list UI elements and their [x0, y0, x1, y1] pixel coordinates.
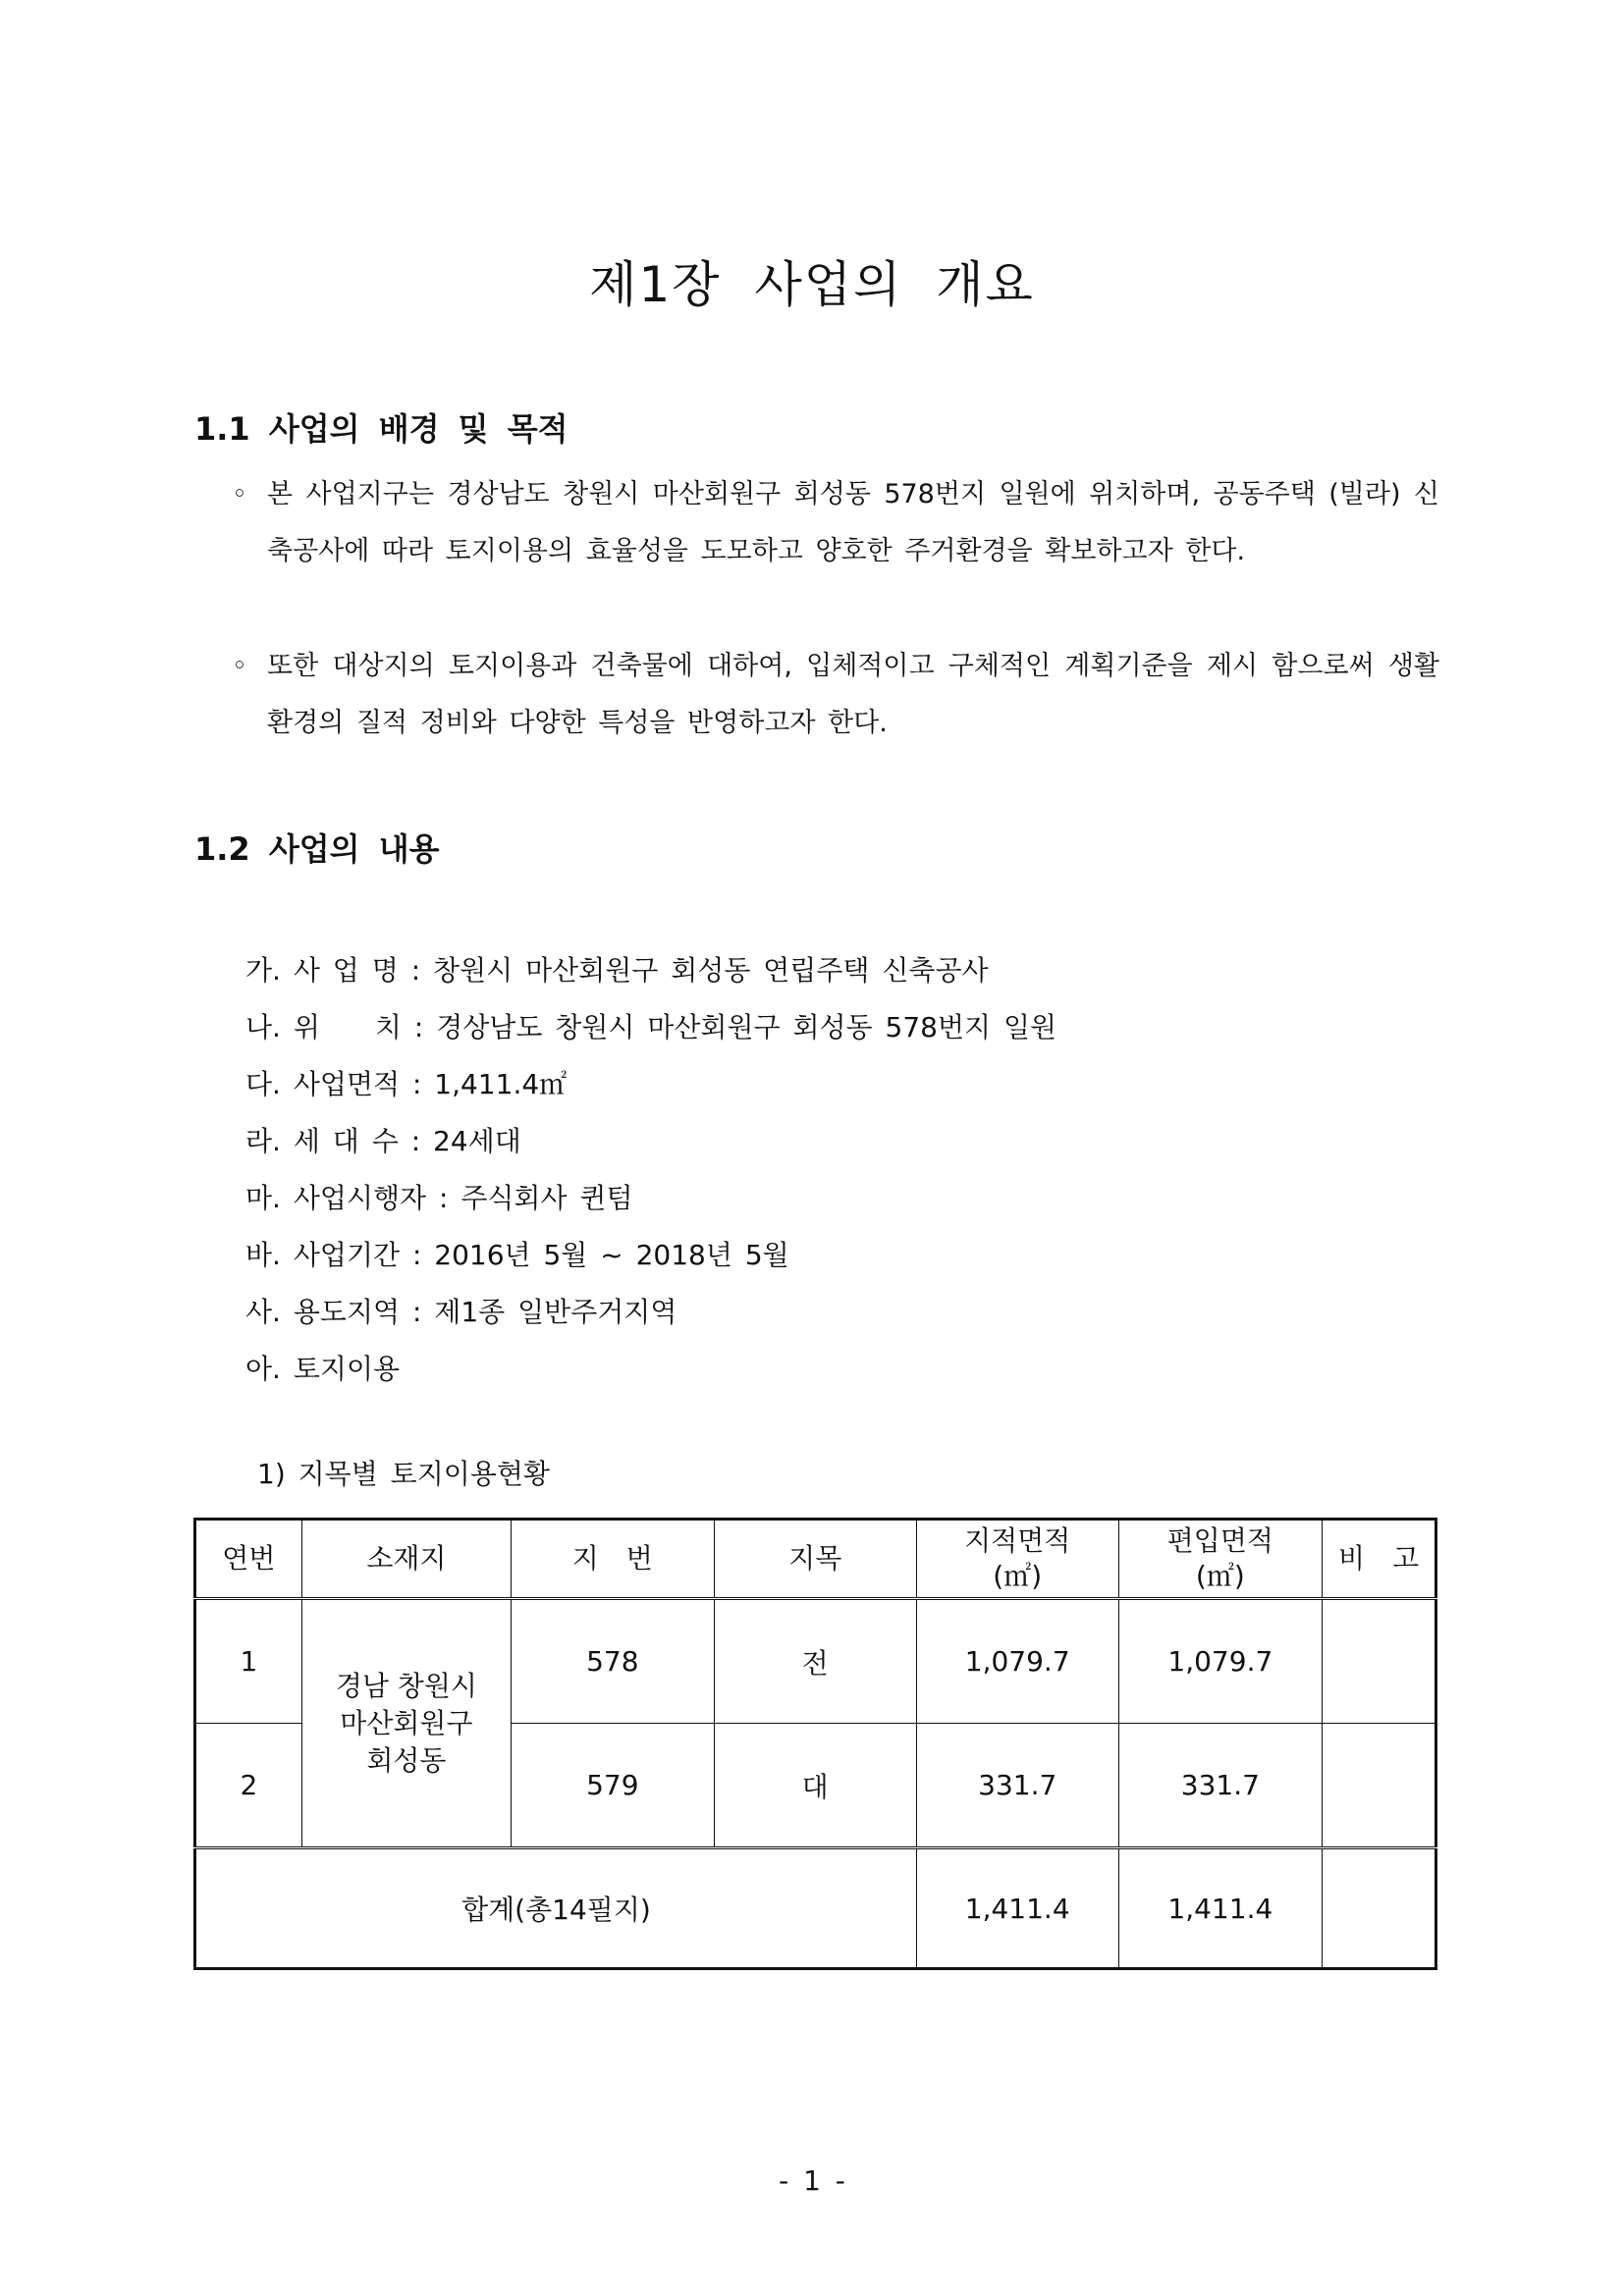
- detail-label: 다. 사업면적 :: [245, 1068, 435, 1100]
- detail-value: 창원시 마산회원구 회성동 연립주택 신축공사: [433, 954, 989, 987]
- header-location: 소재지: [301, 1520, 511, 1599]
- header-no: 연번: [195, 1520, 302, 1599]
- chapter-title: 제1장 사업의 개요: [589, 256, 1035, 313]
- detail-value: 2016년 5월 ~ 2018년 5월: [434, 1239, 789, 1271]
- detail-item-location: [245, 999, 1056, 1056]
- bullet-paragraph-1: [232, 466, 1439, 580]
- cell-cadastral-area: 1,079.7: [916, 1599, 1118, 1724]
- cell-category: 대: [714, 1724, 916, 1848]
- cell-included-area: 1,079.7: [1118, 1599, 1323, 1724]
- cell-remarks: [1323, 1724, 1436, 1848]
- cell-remarks: [1323, 1599, 1436, 1724]
- cell-total-remarks: [1323, 1848, 1436, 1969]
- project-details-list: [245, 942, 1056, 1398]
- cell-total-cadastral-area: 1,411.4: [916, 1848, 1118, 1969]
- cell-location: [301, 1599, 511, 1848]
- table-total-row: [195, 1848, 1436, 1969]
- cell-lot: 578: [512, 1599, 714, 1724]
- header-included-unit: (㎡): [1195, 1560, 1245, 1592]
- detail-label: 라. 세 대 수 :: [245, 1125, 434, 1157]
- detail-label: 아. 토지이용: [245, 1353, 401, 1385]
- detail-label: 마. 사업시행자 :: [245, 1182, 461, 1214]
- header-lot: 지 번: [512, 1520, 714, 1599]
- detail-item-households: [245, 1113, 1056, 1170]
- bullet-paragraph-2: [232, 638, 1439, 752]
- detail-value: 1,411.4㎡: [434, 1068, 568, 1100]
- cell-lot: 579: [512, 1724, 714, 1848]
- detail-value: 주식회사 퀸텀: [460, 1182, 633, 1214]
- detail-item-area: [245, 1056, 1056, 1113]
- bullet-text: 본 사업지구는 경상남도 창원시 마산회원구 회성동 578번지 일원에 위치하며, 공동주택 (빌라) 신축공사에 따라 토지이용의 효율성을 도모하고 양호한 주거환경을 확보하고자 한다.: [267, 479, 1439, 566]
- detail-label: 사. 용도지역 :: [245, 1296, 435, 1328]
- table-header-row: [195, 1520, 1436, 1599]
- location-line: 마산회원구: [340, 1706, 473, 1739]
- bullet-text: 또한 대상지의 토지이용과 건축물에 대하여, 입체적이고 구체적인 계획기준을 제시 함으로써 생활환경의 질적 정비와 다양한 특성을 반영하고자 한다.: [267, 651, 1439, 738]
- location-line: 회성동: [366, 1743, 447, 1777]
- cell-no: 1: [195, 1599, 302, 1724]
- detail-label: 나. 위 치 :: [245, 1011, 437, 1043]
- location-line: 경남 창원시: [335, 1669, 477, 1702]
- detail-value: 경상남도 창원시 마산회원구 회성동 578번지 일원: [436, 1011, 1057, 1043]
- detail-value: 제1종 일반주거지역: [434, 1296, 677, 1328]
- section-heading-background: 1.1 사업의 배경 및 목적: [194, 410, 568, 448]
- cell-total-label: 합계(총14필지): [195, 1848, 917, 1969]
- table-caption: 1) 지목별 토지이용현황: [257, 1458, 550, 1490]
- detail-item-land-use: [245, 1341, 1056, 1398]
- header-included-label: 편입면적: [1166, 1524, 1273, 1557]
- land-use-table: [193, 1518, 1437, 1970]
- detail-label: 바. 사업기간 :: [245, 1239, 435, 1271]
- detail-label: 가. 사 업 명 :: [245, 954, 434, 987]
- header-cadastral-unit: (㎡): [993, 1560, 1043, 1592]
- detail-item-zoning: [245, 1284, 1056, 1341]
- table-row: [195, 1599, 1436, 1724]
- page-number: - 1 -: [779, 2164, 845, 2197]
- detail-value: 24세대: [433, 1125, 521, 1157]
- detail-item-developer: [245, 1170, 1056, 1227]
- cell-cadastral-area: 331.7: [916, 1724, 1118, 1848]
- header-cadastral-label: 지적면적: [964, 1524, 1071, 1557]
- detail-item-name: [245, 942, 1056, 999]
- cell-no: 2: [195, 1724, 302, 1848]
- cell-total-included-area: 1,411.4: [1118, 1848, 1323, 1969]
- bullet-mark: ◦: [232, 479, 247, 509]
- header-cadastral-area: [916, 1520, 1118, 1599]
- header-category: 지목: [714, 1520, 916, 1599]
- detail-item-period: [245, 1227, 1056, 1284]
- cell-category: 전: [714, 1599, 916, 1724]
- header-remarks: 비 고: [1323, 1520, 1436, 1599]
- bullet-mark: ◦: [232, 651, 247, 681]
- cell-included-area: 331.7: [1118, 1724, 1323, 1848]
- section-heading-content: 1.2 사업의 내용: [194, 830, 440, 868]
- header-included-area: [1118, 1520, 1323, 1599]
